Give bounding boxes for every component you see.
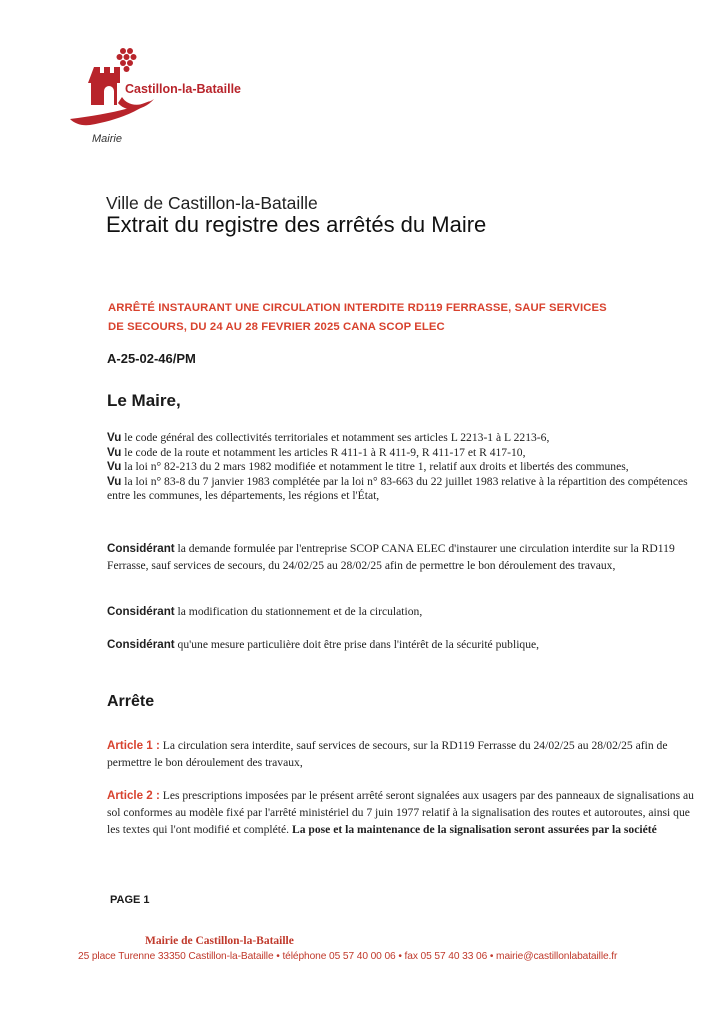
considerant-label: Considérant [107, 638, 175, 651]
vu-text: le code général des collectivités territoriales et notamment ses articles L 2213-1 à L 2213-6, [121, 431, 550, 444]
considerant-item [107, 605, 697, 620]
vu-label: Vu [107, 474, 122, 488]
arrete-reference: A-25-02-46/PM [107, 351, 196, 366]
article-label: Article 2 : [107, 789, 160, 802]
vu-label: Vu [107, 445, 122, 459]
vu-item [107, 446, 697, 461]
article-label: Article 1 : [107, 739, 160, 752]
vu-item [107, 475, 697, 504]
vu-text: la loi n° 82-213 du 2 mars 1982 modifiée et notamment le titre 1, relatif aux droits et libertés des communes, [121, 460, 629, 473]
considerant-item [107, 638, 697, 653]
article-text: Les prescriptions imposées par le présent arrêté seront signalées aux usagers par des panneaux de signalisations au sol conformes au modèle fixé par l'arrêté ministériel du 7 juin 1977 relatif à la signalisation des routes et autoroutes, ainsi que les textes qui l'ont modifié et complété. [107, 789, 694, 836]
le-maire-heading: Le Maire, [107, 391, 181, 410]
considerant-text: la modification du stationnement et de la circulation, [174, 605, 423, 618]
arrete-title-line2: DE SECOURS, DU 24 AU 28 FEVRIER 2025 CANA SCOP ELEC [108, 321, 445, 333]
registre-heading: Extrait du registre des arrêtés du Maire [106, 212, 487, 237]
vu-item [107, 431, 697, 446]
ville-heading: Ville de Castillon-la-Bataille [106, 193, 318, 213]
tower-icon [88, 67, 120, 105]
article-text: La circulation sera interdite, sauf services de secours, sur la RD119 Ferrasse du 24/02/25 au 28/02/25 afin de permettre le bon déroulement des travaux, [107, 739, 668, 769]
considerant-item [107, 540, 697, 574]
vu-item [107, 460, 697, 475]
logo-mairie-label: Mairie [92, 133, 122, 145]
arrete-title-line1: ARRÊTÉ INSTAURANT UNE CIRCULATION INTERDITE RD119 FERRASSE, SAUF SERVICES [108, 302, 607, 314]
arrete-title [108, 299, 678, 337]
swoosh-icon [70, 101, 150, 125]
logo-town-name: Castillon-la-Bataille [125, 82, 241, 96]
arrete-heading: Arrête [107, 693, 155, 710]
considerant-text: qu'une mesure particulière doit être prise dans l'intérêt de la sécurité publique, [174, 638, 540, 651]
article-2 [107, 787, 697, 838]
article-1 [107, 737, 697, 771]
considerant-label: Considérant [107, 605, 175, 618]
footer-address: 25 place Turenne 33350 Castillon-la-Bataille • téléphone 05 57 40 00 06 • fax 05 57 40 33 06 • mairie@castillonlabataille.fr [78, 951, 618, 962]
article-bold-text: La pose et la maintenance de la signalisation seront assurées par la société [291, 823, 657, 836]
considerant-label: Considérant [107, 542, 175, 555]
page-number: PAGE 1 [110, 894, 150, 906]
considerant-text: la demande formulée par l'entreprise SCOP CANA ELEC d'instaurer une circulation interdite sur la RD119 Ferrasse, sauf services de secours, du 24/02/25 au 28/02/25 afin de permettre le bon déroulement des travaux, [107, 542, 675, 572]
footer-title: Mairie de Castillon-la-Bataille [145, 935, 294, 947]
vu-label: Vu [107, 460, 122, 473]
vu-block [107, 431, 697, 504]
vu-text: la loi n° 83-8 du 7 janvier 1983 complétée par la loi n° 83-663 du 22 juillet 1983 relative à la répartition des compétences entre les communes, les départements, les régions et l'État, [107, 474, 688, 502]
vu-text: le code de la route et notamment les articles R 411-1 à R 411-9, R 411-17 et R 417-10, [121, 445, 526, 459]
vu-label: Vu [107, 431, 122, 444]
